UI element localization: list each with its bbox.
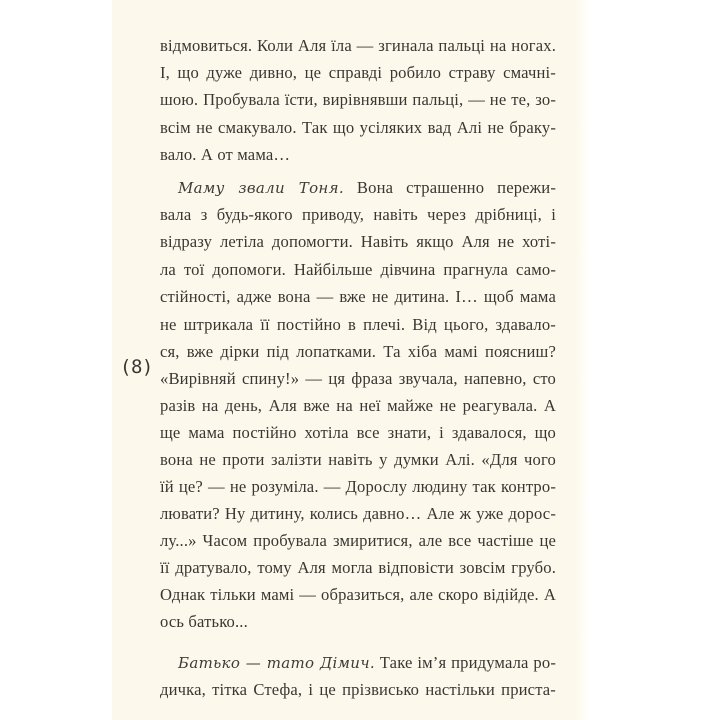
text-line: відразу летіла допомогти. Навіть якщо Аля не хоті- <box>160 232 556 251</box>
text-line: стійності, адже вона — вже не дитина. І… щоб мама <box>160 287 556 306</box>
text-line: І, що дуже дивно, це справді робило страву смачні- <box>160 63 556 82</box>
text-line: ось батько... <box>160 612 248 631</box>
text-line: вало. А от мама… <box>160 145 291 164</box>
text-line: їй це? — не розуміла. — Дорослу людину так контро- <box>160 477 556 496</box>
text-line: шою. Пробувала їсти, вирівнявши пальці, — не те, зо- <box>160 90 556 109</box>
book-page <box>112 0 590 720</box>
text-line: дичка, тітка Стефа, і це прізвисько настільки приста- <box>160 680 556 699</box>
paragraph-lead-line <box>178 177 556 199</box>
paragraph-lead-line <box>178 652 556 674</box>
text-line: Однак тільки мамі — образиться, але скоро відійде. А <box>160 585 556 604</box>
text-line: відмовиться. Коли Аля їла — згинала пальці на ногах. <box>160 36 556 55</box>
handwritten-heading: Батько — тато Дімич. <box>178 654 375 672</box>
text-line: разів на день, Аля вже на неї майже не реагувала. А <box>160 396 556 415</box>
text-line: всім не смакувало. Так що усіляких вад Алі не браку- <box>160 118 556 137</box>
page-number: (8) <box>120 356 153 378</box>
page-edge-shading <box>576 0 590 720</box>
text-line: вала з будь-якого приводу, навіть через дрібниці, і <box>160 205 556 224</box>
text-fragment: Вона страшенно пережи- <box>343 178 556 197</box>
text-line: вона не проти залізти навіть у думки Алі. «Для чого <box>160 450 556 469</box>
text-line: лювати? Ну дитину, колись давно… Але ж уже дорос- <box>160 504 556 523</box>
text-line: не штрикала її постійно в плечі. Від цього, здавало- <box>160 315 556 334</box>
text-fragment: Таке ім’я придумала ро- <box>374 653 557 672</box>
text-line: «Вирівняй спину!» — ця фраза звучала, напевно, сто <box>160 369 556 388</box>
text-line: її дратувало, тому Аля могла відповісти зовсім грубо. <box>160 558 556 577</box>
text-line: ся, вже дірки під лопатками. Та хіба мамі поясниш? <box>160 342 556 361</box>
text-line: ще мама постійно хотіла все знати, і здавалося, що <box>160 423 556 442</box>
handwritten-heading: Маму звали Тоня. <box>178 179 344 197</box>
text-line: ла тої допомоги. Найбільше дівчина прагнула само- <box>160 260 556 279</box>
text-line: лу...» Часом пробувала змиритися, але все частіше це <box>160 531 556 550</box>
